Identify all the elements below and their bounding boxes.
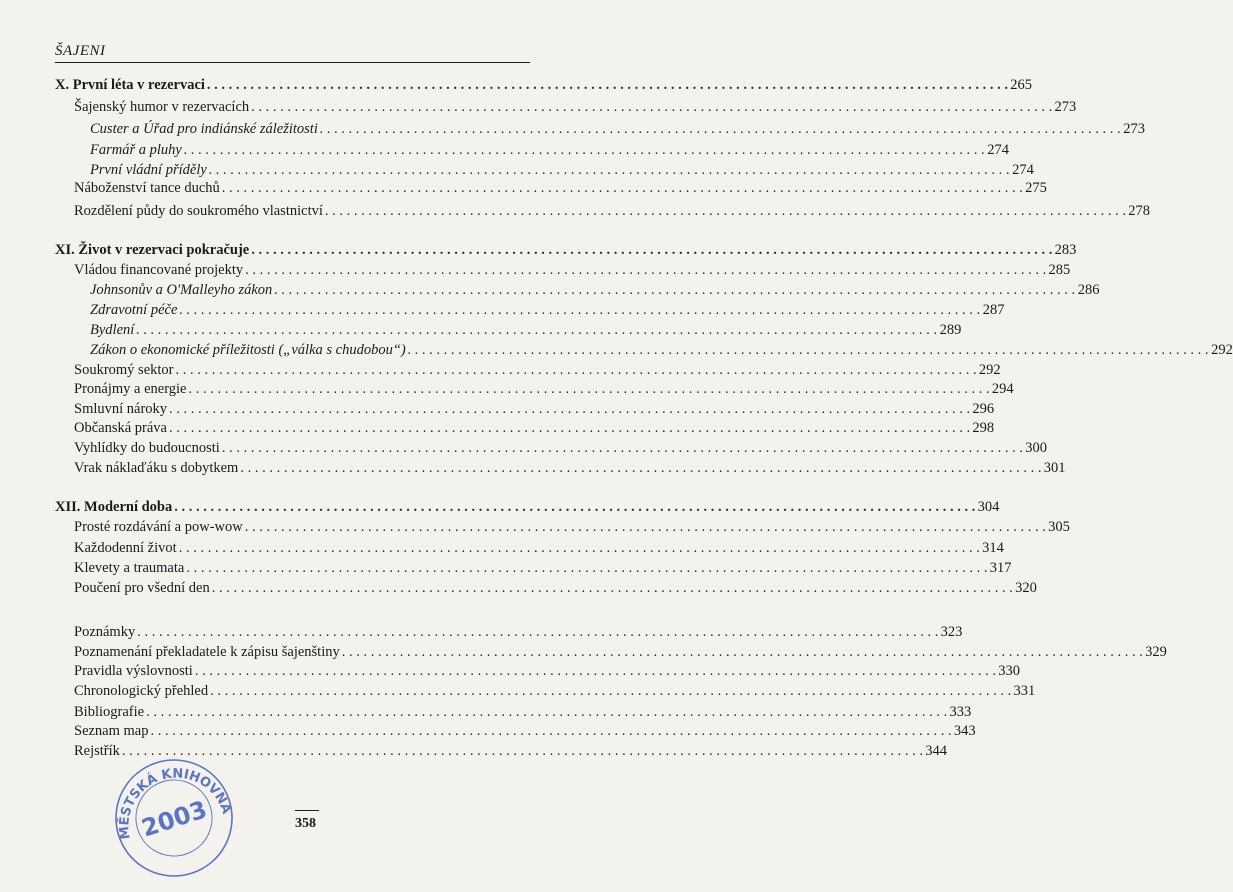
toc-entry-page: 333 bbox=[949, 704, 972, 720]
dot-leader bbox=[188, 379, 989, 399]
dot-leader bbox=[169, 418, 970, 438]
toc-entry bbox=[0, 721, 976, 741]
toc-entry-page: 273 bbox=[1123, 121, 1145, 137]
dot-leader bbox=[408, 340, 1209, 360]
stamp-year: 2003 bbox=[138, 795, 211, 843]
toc-entry-title: Poznámky bbox=[74, 624, 136, 640]
toc-entry-page: 300 bbox=[1025, 440, 1047, 456]
toc-entry-title: Soukromý sektor bbox=[74, 362, 174, 378]
toc-entry-page: 314 bbox=[982, 540, 1004, 556]
toc-entry-title: Custer a Úřad pro indiánské záležitosti bbox=[90, 121, 318, 137]
toc-entry bbox=[0, 418, 995, 438]
toc-entry-title: Pravidla výslovnosti bbox=[74, 663, 193, 679]
toc-entry-page: 274 bbox=[1012, 162, 1034, 178]
toc-entry-title: X. První léta v rezervaci bbox=[55, 77, 205, 93]
toc-entry bbox=[0, 320, 962, 340]
toc-entry-title: Šajenský humor v rezervacích bbox=[74, 99, 250, 115]
toc-entry-title: XII. Moderní doba bbox=[55, 499, 173, 515]
toc-entry bbox=[0, 741, 948, 761]
dot-leader bbox=[240, 458, 1041, 478]
toc-entry-page: 323 bbox=[940, 624, 963, 640]
toc-entry-page: 320 bbox=[1015, 580, 1037, 596]
toc-entry bbox=[0, 379, 1014, 399]
dot-leader bbox=[320, 119, 1121, 139]
toc-entry-page: 289 bbox=[939, 322, 962, 338]
toc-entry-title: Poučení pro všední den bbox=[74, 580, 210, 596]
dot-leader bbox=[222, 178, 1023, 198]
toc-entry-title: Bydlení bbox=[90, 322, 135, 338]
toc-entry bbox=[0, 399, 995, 419]
toc-entry bbox=[0, 681, 1036, 701]
toc-entry-title: Johnsonův a O'Malleyho zákon bbox=[90, 282, 273, 298]
dot-leader bbox=[274, 280, 1075, 300]
toc-entry bbox=[0, 240, 1077, 260]
toc-entry-title: Náboženství tance duchů bbox=[74, 180, 220, 196]
toc-entry-page: 265 bbox=[1010, 77, 1033, 93]
dot-leader bbox=[137, 622, 938, 642]
toc-entry-title: Chronologický přehled bbox=[74, 683, 209, 699]
toc-entry-title: Každodenní život bbox=[74, 540, 177, 556]
toc-entry-page: 330 bbox=[998, 663, 1020, 679]
toc-entry-page: 287 bbox=[982, 302, 1005, 318]
toc-entry-page: 296 bbox=[972, 401, 995, 417]
toc-entry-title: Vrak náklaďáku s dobytkem bbox=[74, 460, 239, 476]
toc-entry bbox=[0, 497, 1000, 517]
stamp-text: MĚSTSKÁ KNIHOVNA bbox=[117, 766, 234, 841]
toc-entry-page: 344 bbox=[925, 743, 948, 759]
toc-entry-title: Rozdělení půdy do soukromého vlastnictví bbox=[74, 203, 323, 219]
toc-entry bbox=[0, 300, 1005, 320]
toc-entry bbox=[0, 438, 1047, 458]
toc-entry-page: 283 bbox=[1054, 242, 1077, 258]
dot-leader bbox=[174, 497, 975, 517]
dot-leader bbox=[207, 75, 1008, 95]
toc-entry bbox=[0, 458, 1066, 478]
toc-entry-title: Zákon o ekonomické příležitosti („válka s chudobou“) bbox=[90, 342, 406, 358]
toc-entry-page: 301 bbox=[1043, 460, 1066, 476]
toc-entry bbox=[0, 97, 1077, 117]
toc-entry-title: Poznamenání překladatele k zápisu šajenštiny bbox=[74, 644, 340, 660]
toc-entry-page: 273 bbox=[1054, 99, 1077, 115]
toc-entry bbox=[0, 642, 1167, 662]
toc-entry-title: Vládou financované projekty bbox=[74, 262, 244, 278]
dot-leader bbox=[245, 260, 1046, 280]
toc-entry-title: Bibliografie bbox=[74, 704, 145, 720]
toc-entry-page: 305 bbox=[1048, 519, 1070, 535]
toc-entry bbox=[0, 178, 1047, 198]
dot-leader bbox=[146, 702, 947, 722]
toc-entry-title: Občanská práva bbox=[74, 420, 167, 436]
toc-entry bbox=[0, 119, 1145, 139]
toc-entry bbox=[0, 280, 1100, 300]
toc-entry-page: 294 bbox=[991, 381, 1014, 397]
dot-leader bbox=[136, 320, 937, 340]
dot-leader bbox=[210, 681, 1011, 701]
page-number: 358 bbox=[295, 816, 316, 831]
toc-entry bbox=[0, 622, 963, 642]
toc-entry-page: 317 bbox=[989, 560, 1012, 576]
dot-leader bbox=[175, 360, 976, 380]
dot-leader bbox=[212, 578, 1013, 598]
dot-leader bbox=[209, 160, 1010, 180]
toc-entry bbox=[0, 260, 1071, 280]
toc-entry-page: 292 bbox=[1211, 342, 1233, 358]
dot-leader bbox=[251, 240, 1052, 260]
dot-leader bbox=[184, 140, 985, 160]
dot-leader bbox=[245, 517, 1046, 537]
dot-leader bbox=[195, 661, 996, 681]
page-number-rule bbox=[295, 810, 319, 811]
toc-entry bbox=[0, 340, 1233, 360]
toc-entry-page: 292 bbox=[978, 362, 1001, 378]
running-header: ŠAJENI bbox=[55, 43, 106, 59]
toc-entry-title: Seznam map bbox=[74, 723, 149, 739]
toc-entry-page: 343 bbox=[953, 723, 976, 739]
dot-leader bbox=[169, 399, 970, 419]
library-stamp bbox=[112, 756, 236, 880]
toc-entry bbox=[0, 538, 1004, 558]
toc-entry-title: XI. Život v rezervaci pokračuje bbox=[55, 242, 250, 258]
dot-leader bbox=[186, 558, 987, 578]
toc-entry-title: Smluvní nároky bbox=[74, 401, 168, 417]
toc-entry-page: 274 bbox=[987, 142, 1009, 158]
toc-entry bbox=[0, 517, 1070, 537]
toc-entry-page: 304 bbox=[977, 499, 1000, 515]
toc-entry bbox=[0, 360, 1001, 380]
toc-entry bbox=[0, 160, 1034, 180]
toc-entry-page: 329 bbox=[1145, 644, 1167, 660]
toc-entry bbox=[0, 75, 1033, 95]
toc-entry bbox=[0, 140, 1009, 160]
dot-leader bbox=[179, 300, 980, 320]
toc-entry-title: První vládní příděly bbox=[90, 162, 207, 178]
toc-entry bbox=[0, 702, 972, 722]
toc-entry bbox=[0, 578, 1037, 598]
toc-entry-title: Klevety a traumata bbox=[74, 560, 185, 576]
dot-leader bbox=[122, 741, 923, 761]
toc-entry-title: Farmář a pluhy bbox=[90, 142, 182, 158]
toc-entry-page: 278 bbox=[1128, 203, 1151, 219]
dot-leader bbox=[325, 201, 1126, 221]
toc-entry-title: Vyhlídky do budoucnosti bbox=[74, 440, 220, 456]
toc-entry-title: Prosté rozdávání a pow-wow bbox=[74, 519, 243, 535]
dot-leader bbox=[222, 438, 1023, 458]
toc-entry bbox=[0, 661, 1020, 681]
toc-entry-title: Pronájmy a energie bbox=[74, 381, 187, 397]
toc-entry bbox=[0, 558, 1012, 578]
toc-entry-title: Zdravotní péče bbox=[90, 302, 178, 318]
dot-leader bbox=[342, 642, 1143, 662]
toc-entry-page: 285 bbox=[1048, 262, 1071, 278]
toc-entry-page: 286 bbox=[1077, 282, 1100, 298]
toc-entry-page: 275 bbox=[1025, 180, 1047, 196]
toc-entry bbox=[0, 201, 1151, 221]
dot-leader bbox=[151, 721, 952, 741]
toc-entry-page: 298 bbox=[972, 420, 995, 436]
dot-leader bbox=[251, 97, 1052, 117]
dot-leader bbox=[179, 538, 980, 558]
toc-entry-page: 331 bbox=[1013, 683, 1036, 699]
toc-entry-title: Rejstřík bbox=[74, 743, 120, 759]
